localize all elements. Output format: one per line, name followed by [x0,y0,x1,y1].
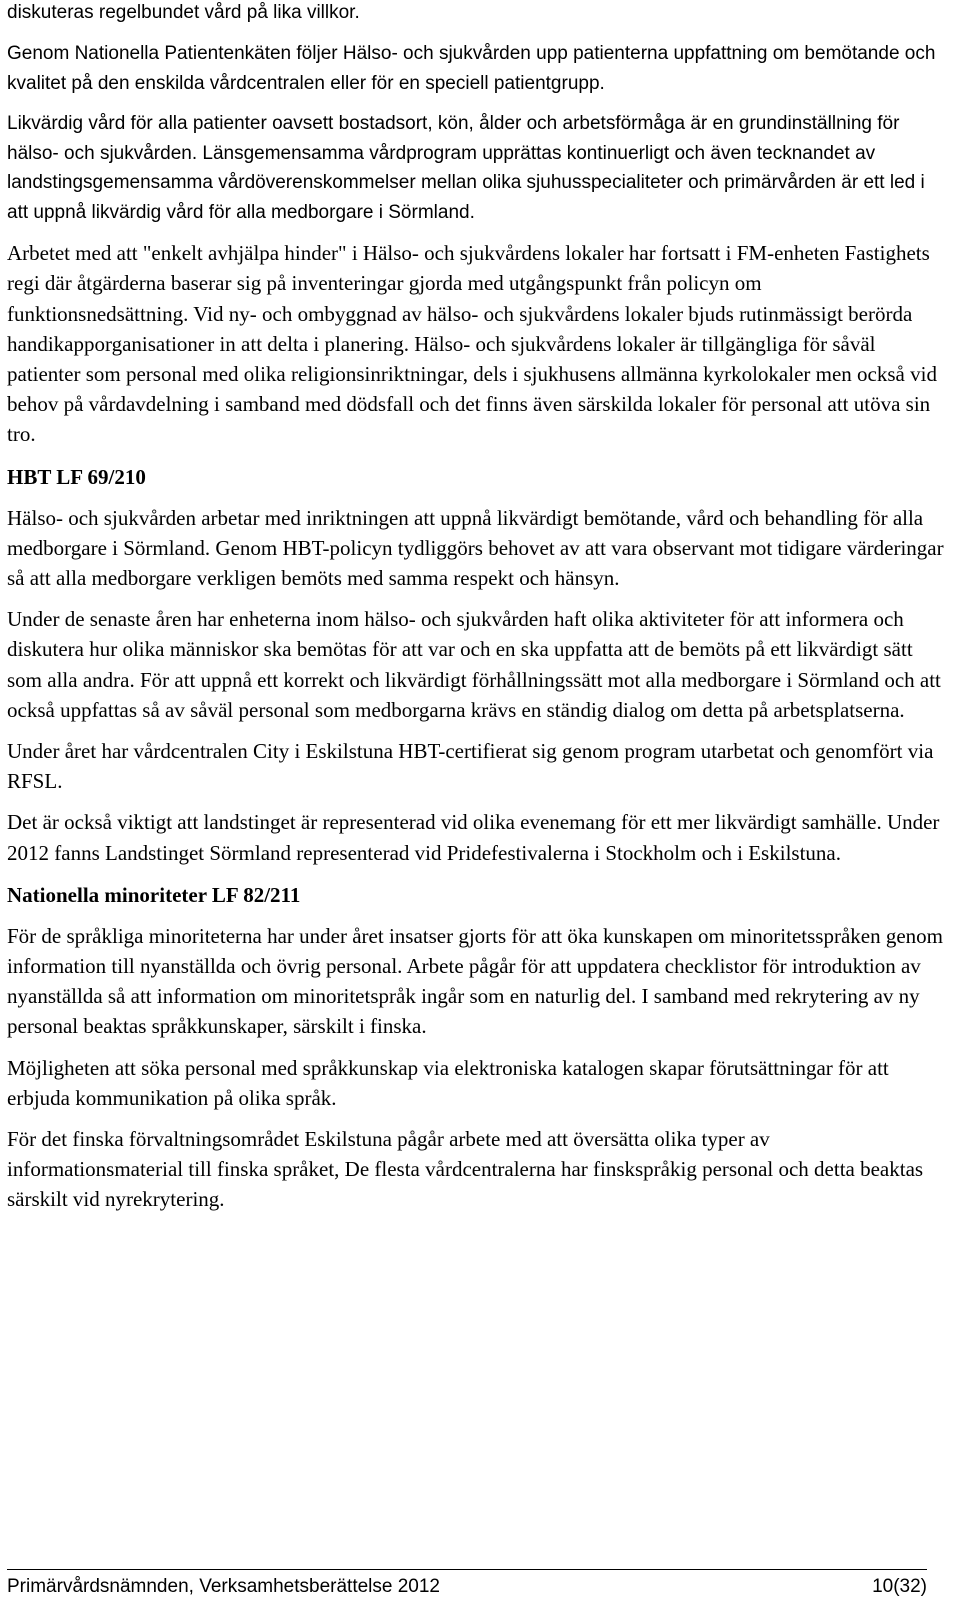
footer-title: Primärvårdsnämnden, Verksamhetsberättelse 2012 [7,1576,441,1597]
heading-minorities: Nationella minoriteter LF 82/211 [7,882,301,907]
paragraph-finnish-area: För det finska förvaltningsområdet Eskilstuna pågår arbete med att översätta olika typer av informationsmaterial till finska språket, De flesta vårdcentralerna har finskspråkig personal och detta beaktas särskilt vid nyrekrytering. [7,1127,924,1212]
page-footer [7,1569,927,1600]
paragraph-hbt-policy: Hälso- och sjukvården arbetar med inriktningen att uppnå likvärdigt bemötande, vård och behandling för alla medborgare i Sörmland. Genom HBT-policyn tydliggörs behovet av att vara observant mot tidigare värderingar så att alla medborgare verkligen bemöts med samma respekt och hänsyn. [7,505,944,591]
paragraph-hbt-activities: Under de senaste åren har enheterna inom hälso- och sjukvården haft olika aktiviteter för att informera och diskutera hur olika människor ska bemötas för att var och en ska uppfatta att de bemöts på ett likvärdigt sätt som alla andra. För att uppnå ett korrekt och likvärdigt förhållningssätt mot alla medborgare i Sörmland och att också uppfattas så av såväl personal som medborgarna krävs en ständig dialog om detta på arbetsplatserna. [7,607,941,722]
paragraph-equal-care: Likvärdig vård för alla patienter oavsett bostadsort, kön, ålder och arbetsförmåga är en grundinställning för hälso- och sjukvården. Länsgemensamma vårdprogram upprättas kontinuerligt och även tecknandet av landstingsgemensamma vårdöverenskommelser mellan olika sjuhusspecialiteter och primärvården är ett led i att uppnå likvärdig vård för alla medborgare i Sörmland. [7,113,925,223]
paragraph-intro-tail: diskuteras regelbundet vård på lika villkor. [7,2,360,23]
heading-hbt: HBT LF 69/210 [7,464,146,489]
document-page [7,0,947,1215]
paragraph-accessibility: Arbetet med att "enkelt avhjälpa hinder" i Hälso- och sjukvårdens lokaler har fortsatt i FM-enheten Fastighets regi där åtgärderna baserar sig på inventeringar gjorda med utgångspunkt från policyn om funktionsnedsättning. Vid ny- och ombyggnad av hälso- och sjukvårdens lokaler bjuds rutinmässigt berörda handikapporganisationer in att delta i planering. Hälso- och sjukvårdens lokaler är tillgängliga för såväl patienter som personal med olika religionsinriktningar, dels i sjukhusens allmänna kyrkolokaler men också vid behov på vårdavdelning i samband med dödsfall och det finns även särskilda lokaler för personal att utöva sin tro. [7,241,937,447]
paragraph-language-skills: Möjligheten att söka personal med språkkunskap via elektroniska katalogen skapar förutsättningar för att erbjuda kommunikation på olika språk. [7,1055,889,1110]
paragraph-patient-survey: Genom Nationella Patientenkäten följer Hälso- och sjukvården upp patienterna uppfattning om bemötande och kvalitet på den enskilda vårdcentralen eller för en speciell patientgrupp. [7,43,936,94]
paragraph-pride: Det är också viktigt att landstinget är representerad vid olika evenemang för ett mer likvärdigt samhälle. Under 2012 fanns Landstinget Sörmland representerad vid Pridefestivalerna i Stockholm och i Eskilstuna. [7,810,940,865]
paragraph-hbt-certification: Under året har vårdcentralen City i Eskilstuna HBT-certifierat sig genom program utarbetat och genomfört via RFSL. [7,739,934,794]
paragraph-minority-languages: För de språkliga minoriteterna har under året insatser gjorts för att öka kunskapen om minoritetsspråken genom information till nyanställda och övrig personal. Arbete pågår för att uppdatera checklistor för introduktion av nyanställda så att information om minoritetspråk ingår som en naturlig del. I samband med rekrytering av ny personal beaktas språkkunskaper, särskilt i finska. [7,923,943,1039]
page-number: 10(32) [872,1576,927,1597]
